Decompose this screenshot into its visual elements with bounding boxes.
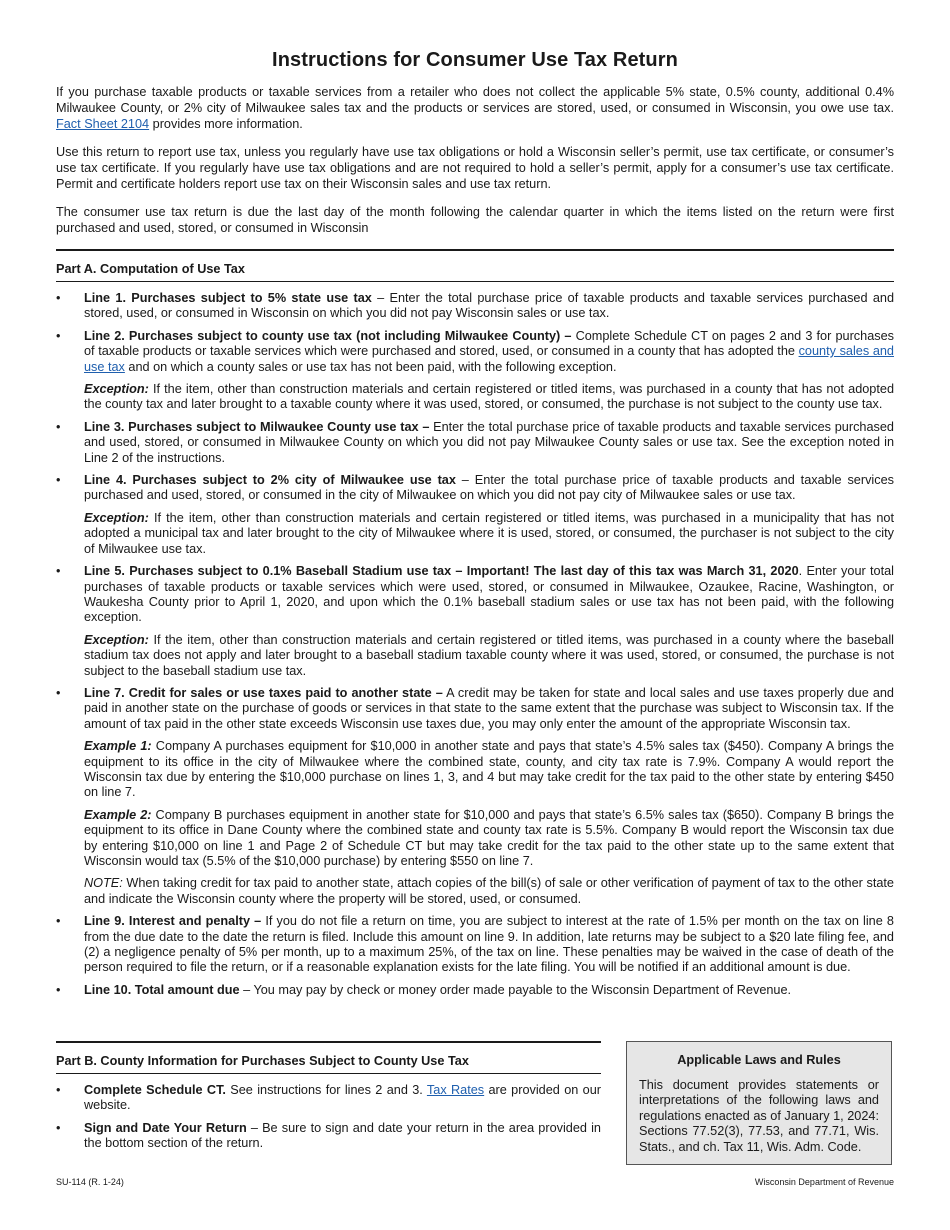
list-item-line-5: • Line 5. Purchases subject to 0.1% Baseball Stadium use tax – Important! The last day of this tax was March 31, 2020. Enter your total purchases of taxable products or taxable services which were used, stored, or consumed in Milwaukee, Ozaukee, Racine, Washington, or Waukesha County prior to April 1, 2020, and upon which the 0.1% baseball stadium sales or use tax has not been paid, with the following exception. Exception: If the item, other than construction materials and certain registered or titled items, was purchased in a county where the baseball stadium tax does not apply and later brought to a baseball stadium taxable county where it was used, stored, or consumed, the purchase is not subject to the baseball stadium use tax. — [56, 564, 894, 678]
bullet-icon: • — [56, 685, 61, 700]
county-tax-link[interactable]: county sales and use tax — [84, 344, 894, 374]
laws-box-title: Applicable Laws and Rules — [677, 1053, 841, 1067]
line-label: Line 5. Purchases subject to 0.1% Baseball Stadium use tax – Important! The last day of this tax was March 31, 2020 — [84, 564, 799, 579]
bullet-icon: • — [56, 419, 61, 434]
document-page — [56, 0, 895, 1154]
line-label: Line 4. Purchases subject to 2% city of Milwaukee use tax — [84, 473, 456, 488]
agency-name: Wisconsin Department of Revenue — [754, 1177, 894, 1187]
applicable-laws-box — [626, 1041, 892, 1165]
note: NOTE: When taking credit for tax paid to another state, attach copies of the bill(s) of sale or other verification of payment of tax to the other state and indicate the Wisconsin county where the property will be stored, used, or consumed. — [84, 876, 894, 906]
page-title: Instructions for Consumer Use Tax Return — [272, 49, 678, 71]
bullet-icon: • — [56, 982, 61, 997]
line-label: Line 10. Total amount due — [84, 982, 240, 997]
list-item-line-7: • Line 7. Credit for sales or use taxes paid to another state – A credit may be taken for state and local sales and use taxes properly due and paid in another state on the purchase of goods or services in that state to the same extent that the purchase was subject to Wisconsin tax. If the amount of tax paid in the other state exceeds Wisconsin use taxes due, you may only enter the amount of the appropriate Wisconsin tax. Example 1: Company A purchases equipment for $10,000 in another state and pays that state’s 4.5% sales tax ($450). Company A brings the equipment to its office in the city of Milwaukee where the combined state, county, and city tax rate is 7.9%. Company A would report the Wisconsin tax due by entering the $10,000 purchase on lines 1, 3, and 4 but may take credit for the tax paid to the other state by entering $450 on line 7. Example 2: Company B purchases equipment in another state for $10,000 and pays that state’s 6.5% sales tax ($650). Company B brings the equipment to its office in Dane County where the combined state and county tax rate is 5.5%. Company B would report the Wisconsin tax due by entering $10,000 on line 1 and Page 2 of Schedule CT but may take credit for the tax paid to the other state up to the same extent that Wisconsin would tax (5.5% of the $10,000 purchase) by entering $550 on line 7. NOTE: When taking credit for tax paid to another state, attach copies of the bill(s) of sale or other verification of payment of tax to the other state and indicate the Wisconsin county where the property will be stored, used, or consumed. — [56, 685, 895, 906]
part-b-underline — [56, 1073, 601, 1074]
bullet-icon: • — [56, 473, 61, 488]
list-item-line-9: • Line 9. Interest and penalty – If you do not file a return on time, you are subject to interest at the rate of 1.5% per month on the tax on line 8 from the due date to the date the return is filed. Include this amount on line 9. In addition, late returns may be subject to a $20 late filing fee, and (2) a negligence penalty of 5% per month, up to a maximum 25%, of the tax on line. These penalties may be waived in the case of death of the person required to file the return, or if a reasonable explanation exists for the late filing. You will be notified if an additional amount is due. — [56, 914, 894, 975]
bullet-icon: • — [56, 291, 61, 305]
part-b-list — [56, 1083, 601, 1152]
bullet-icon: • — [56, 914, 61, 929]
list-item-line-1: • Line 1. Purchases subject to 5% state use tax – Enter the total purchase price of taxable products and taxable services purchased and stored, used, or consumed in Wisconsin on which you did not pay Wisconsin sales or use tax. — [56, 291, 894, 321]
laws-box-body: This document provides statements or interpretations of the following laws and regulations enacted as of January 1, 2024: Sections 77.52(3), 77.53, and 77.71, Wis. Stats., and ch. Tax 11, Wis. Adm. Code. — [639, 1078, 879, 1154]
bullet-icon: • — [56, 1120, 61, 1135]
intro-section — [56, 84, 894, 236]
list-item-line-10: • Line 10. Total amount due – You may pay by check or money order made payable to the Wisconsin Department of Revenue. — [56, 982, 792, 997]
exception-note: Exception: If the item, other than construction materials and certain registered or titled items, was purchased in a municipality that has not adopted a municipal tax and later brought to the city of Milwaukee where it is used, stored, or consumed, the purchaser is not subject to the city of Milwaukee use tax. — [84, 510, 894, 556]
line-label: Line 1. Purchases subject to 5% state use tax — [84, 291, 372, 305]
list-item-sign-date: • Sign and Date Your Return – Be sure to sign and date your return in the area provided in the bottom section of the return. — [56, 1120, 601, 1151]
bullet-icon: • — [56, 564, 61, 579]
exception-note: Exception: If the item, other than construction materials and certain registered or titled items, was purchased in a county where the baseball stadium tax does not apply and later brought to a baseball stadium taxable county where it was used, stored, or consumed, the purchase is not subject to the baseball stadium use tax. — [84, 632, 894, 678]
example-2: Example 2: Company B purchases equipment in another state for $10,000 and pays that state’s 6.5% sales tax ($650). Company B brings the equipment to its office in Dane County where the combined state and county tax rate is 5.5%. Company B would report the Wisconsin tax due by entering $10,000 on line 1 and Page 2 of Schedule CT but may take credit for the tax paid to the other state up to the same extent that Wisconsin would tax (5.5% of the $10,000 purchase) by entering $550 on line 7. — [84, 807, 895, 868]
list-item-line-3: • Line 3. Purchases subject to Milwaukee County use tax – Enter the total purchase price of taxable products and taxable services purchased and used, stored, or consumed in Milwaukee County on which you did not pay Milwaukee County sales or use tax. See the exception noted in Line 2 of the instructions. — [56, 419, 894, 465]
part-b-section — [56, 1041, 601, 1152]
fact-sheet-link[interactable]: Fact Sheet 2104 — [56, 117, 150, 131]
example-1: Example 1: Company A purchases equipment for $10,000 in another state and pays that state’s 4.5% sales tax ($450). Company A brings the equipment to its office in the city of Milwaukee where the combined state, county, and city tax rate is 7.9%. Company A would report the Wisconsin tax due by entering the $10,000 purchase on lines 1, 3, and 4 but may take credit for the tax paid to the other state by entering $450 on line 7. — [84, 739, 894, 800]
part-a-heading: Part A. Computation of Use Tax — [56, 262, 245, 276]
part-b-heading: Part B. County Information for Purchases Subject to County Use Tax — [56, 1054, 469, 1068]
intro-paragraph-2: Use this return to report use tax, unless you regularly have use tax obligations or hold a Wisconsin seller’s permit, use tax certificate, or consumer’s use tax certificate. If you regularly have use tax obligations and are not required to hold a seller’s permit, apply for a consumer’s use tax certificate. Permit and certificate holders report use tax on their Wisconsin sales and use tax return. — [56, 145, 894, 191]
line-label: Line 3. Purchases subject to Milwaukee County use tax – — [84, 419, 430, 434]
part-a-list — [56, 291, 894, 998]
part-a-underline — [56, 281, 894, 282]
list-item-schedule-ct: • Complete Schedule CT. See instructions for lines 2 and 3. Tax Rates are provided on our website. — [56, 1083, 601, 1113]
line-label: Line 2. Purchases subject to county use tax (not including Milwaukee County) – — [84, 328, 572, 343]
bullet-icon: • — [56, 1083, 61, 1097]
bullet-icon: • — [56, 328, 61, 343]
tax-rates-link[interactable]: Tax Rates — [426, 1083, 485, 1097]
list-item-line-4: • Line 4. Purchases subject to 2% city of Milwaukee use tax – Enter the total purchase price of taxable products and taxable services purchased and used, stored, or consumed in the city of Milwaukee on which you did not pay city of Milwaukee sales or use tax. Exception: If the item, other than construction materials and certain registered or titled items, was purchased in a municipality that has not adopted a municipal tax and later brought to the city of Milwaukee where it is used, stored, or consumed, the purchaser is not subject to the city of Milwaukee use tax. — [56, 473, 894, 556]
intro-paragraph-3: The consumer use tax return is due the last day of the month following the calendar quarter in which the items listed on the return were first purchased and used, stored, or consumed in Wisconsin — [56, 205, 894, 235]
intro-paragraph-1: If you purchase taxable products or taxable services from a retailer who does not collect the applicable 5% state, 0.5% county, additional 0.4% Milwaukee County, or 2% city of Milwaukee sales tax and the products or services are stored, used, or consumed in Wisconsin, you owe use tax. Fact Sheet 2104 provides more information. — [56, 85, 894, 131]
list-item-line-2: • Line 2. Purchases subject to county use tax (not including Milwaukee County) – Complete Schedule CT on pages 2 and 3 for purchases of taxable products or taxable services which were purchased and stored, used, or consumed in a county that has adopted the county sales and use tax and on which a county sales or use tax has not been paid, with the following exception. Exception: If the item, other than construction materials and certain registered or titled items, was purchased in a county that has not adopted the county tax and later brought to a taxable county where it was used, stored, or consumed, the purchase is not subject to the county use tax. — [56, 328, 894, 412]
line-label: Line 9. Interest and penalty – — [84, 914, 262, 929]
form-id: SU-114 (R. 1-24) — [56, 1177, 124, 1187]
exception-note: Exception: If the item, other than construction materials and certain registered or titled items, was purchased in a county that has not adopted the county tax and later brought to a taxable county where it was used, stored, or consumed, the purchase is not subject to the county use tax. — [84, 382, 894, 412]
line-label: Line 7. Credit for sales or use taxes paid to another state – — [84, 685, 443, 700]
